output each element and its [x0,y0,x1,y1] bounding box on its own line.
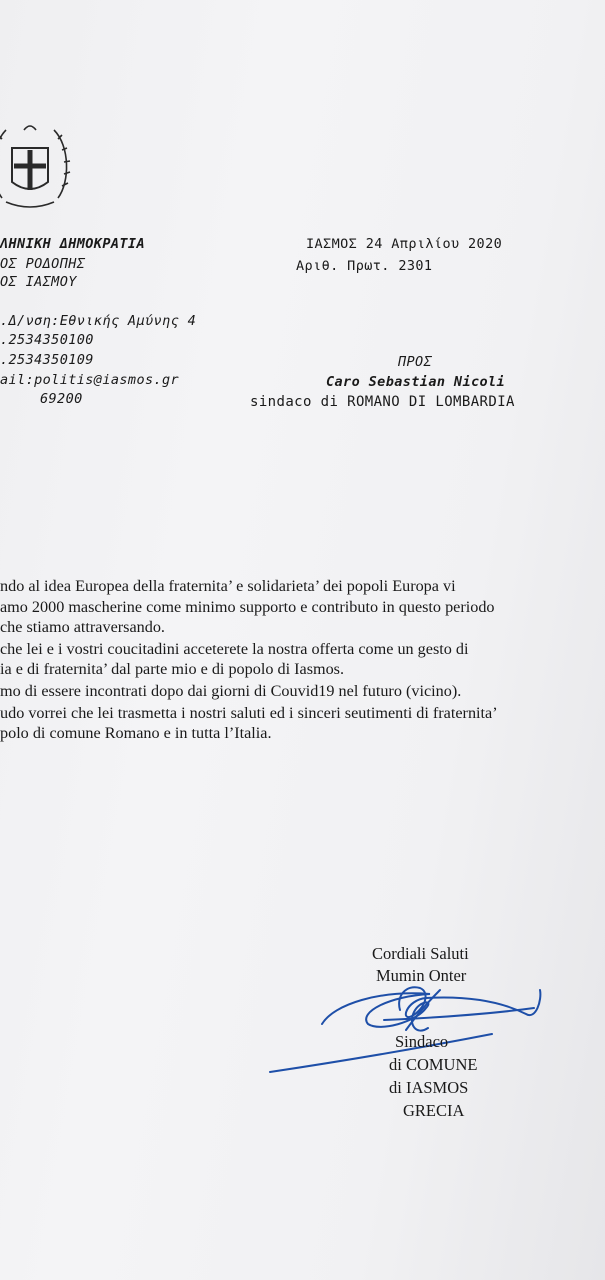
signer-name: Mumin Onter [376,966,467,985]
body-line: polo di comune Romano e in tutta l’Italia. [0,724,272,742]
body-line: udo vorrei che lei trasmetta i nostri saluti ed i sinceri seutimenti di fraternita’ [0,704,498,722]
body-line: che lei e i vostri coucitadini acceterete la nostra offerta come un gesto di [0,640,469,658]
body-line: ndo al idea Europea della fraternita’ e solidarieta’ dei popoli Europa vi [0,577,456,595]
phone-number: .2534350100 [0,332,94,348]
prefecture-name: ΟΣ ΡΟΔΟΠΗΣ [0,256,86,272]
recipient-name: Caro Sebastian Nicoli [326,374,506,390]
recipient-heading: ΠΡΟΣ [398,354,433,370]
signer-municipality: di COMUNE [389,1055,478,1074]
signer-town: di IASMOS [389,1078,469,1097]
signer-role: Sindaco [395,1032,449,1051]
fax-number: .2534350109 [0,352,94,368]
body-line: mo di essere incontrati dopo dai giorni di Couvid19 nel futuro (vicino). [0,682,462,700]
municipality-name: ΟΣ ΙΑΣΜΟΥ [0,274,77,290]
country-name: ΛΗΝΙΚΗ ΔΗΜΟΚΡΑΤΙΑ [0,236,145,252]
greek-coat-of-arms-icon [0,112,72,216]
body-line: che stiamo attraversando. [0,618,165,636]
closing-salutation: Cordiali Saluti [372,944,469,963]
recipient-title: sindaco di ROMANO DI LOMBARDIA [250,394,515,410]
letter-date: ΙΑΣΜΟΣ 24 Απριλίου 2020 [306,236,503,252]
protocol-number: Αριθ. Πρωτ. 2301 [296,258,433,274]
postal-code: 69200 [40,391,83,407]
signer-country: GRECIA [403,1101,465,1120]
body-line: ia e di fraternita’ dal parte mio e di popolo di Iasmos. [0,660,345,678]
address: .Δ/νση:Εθνικής Αμύνης 4 [0,313,197,329]
body-line: amo 2000 mascherine come minimo supporto e contributo in questo periodo [0,598,495,616]
email-address: ail:politis@iasmos.gr [0,372,180,388]
